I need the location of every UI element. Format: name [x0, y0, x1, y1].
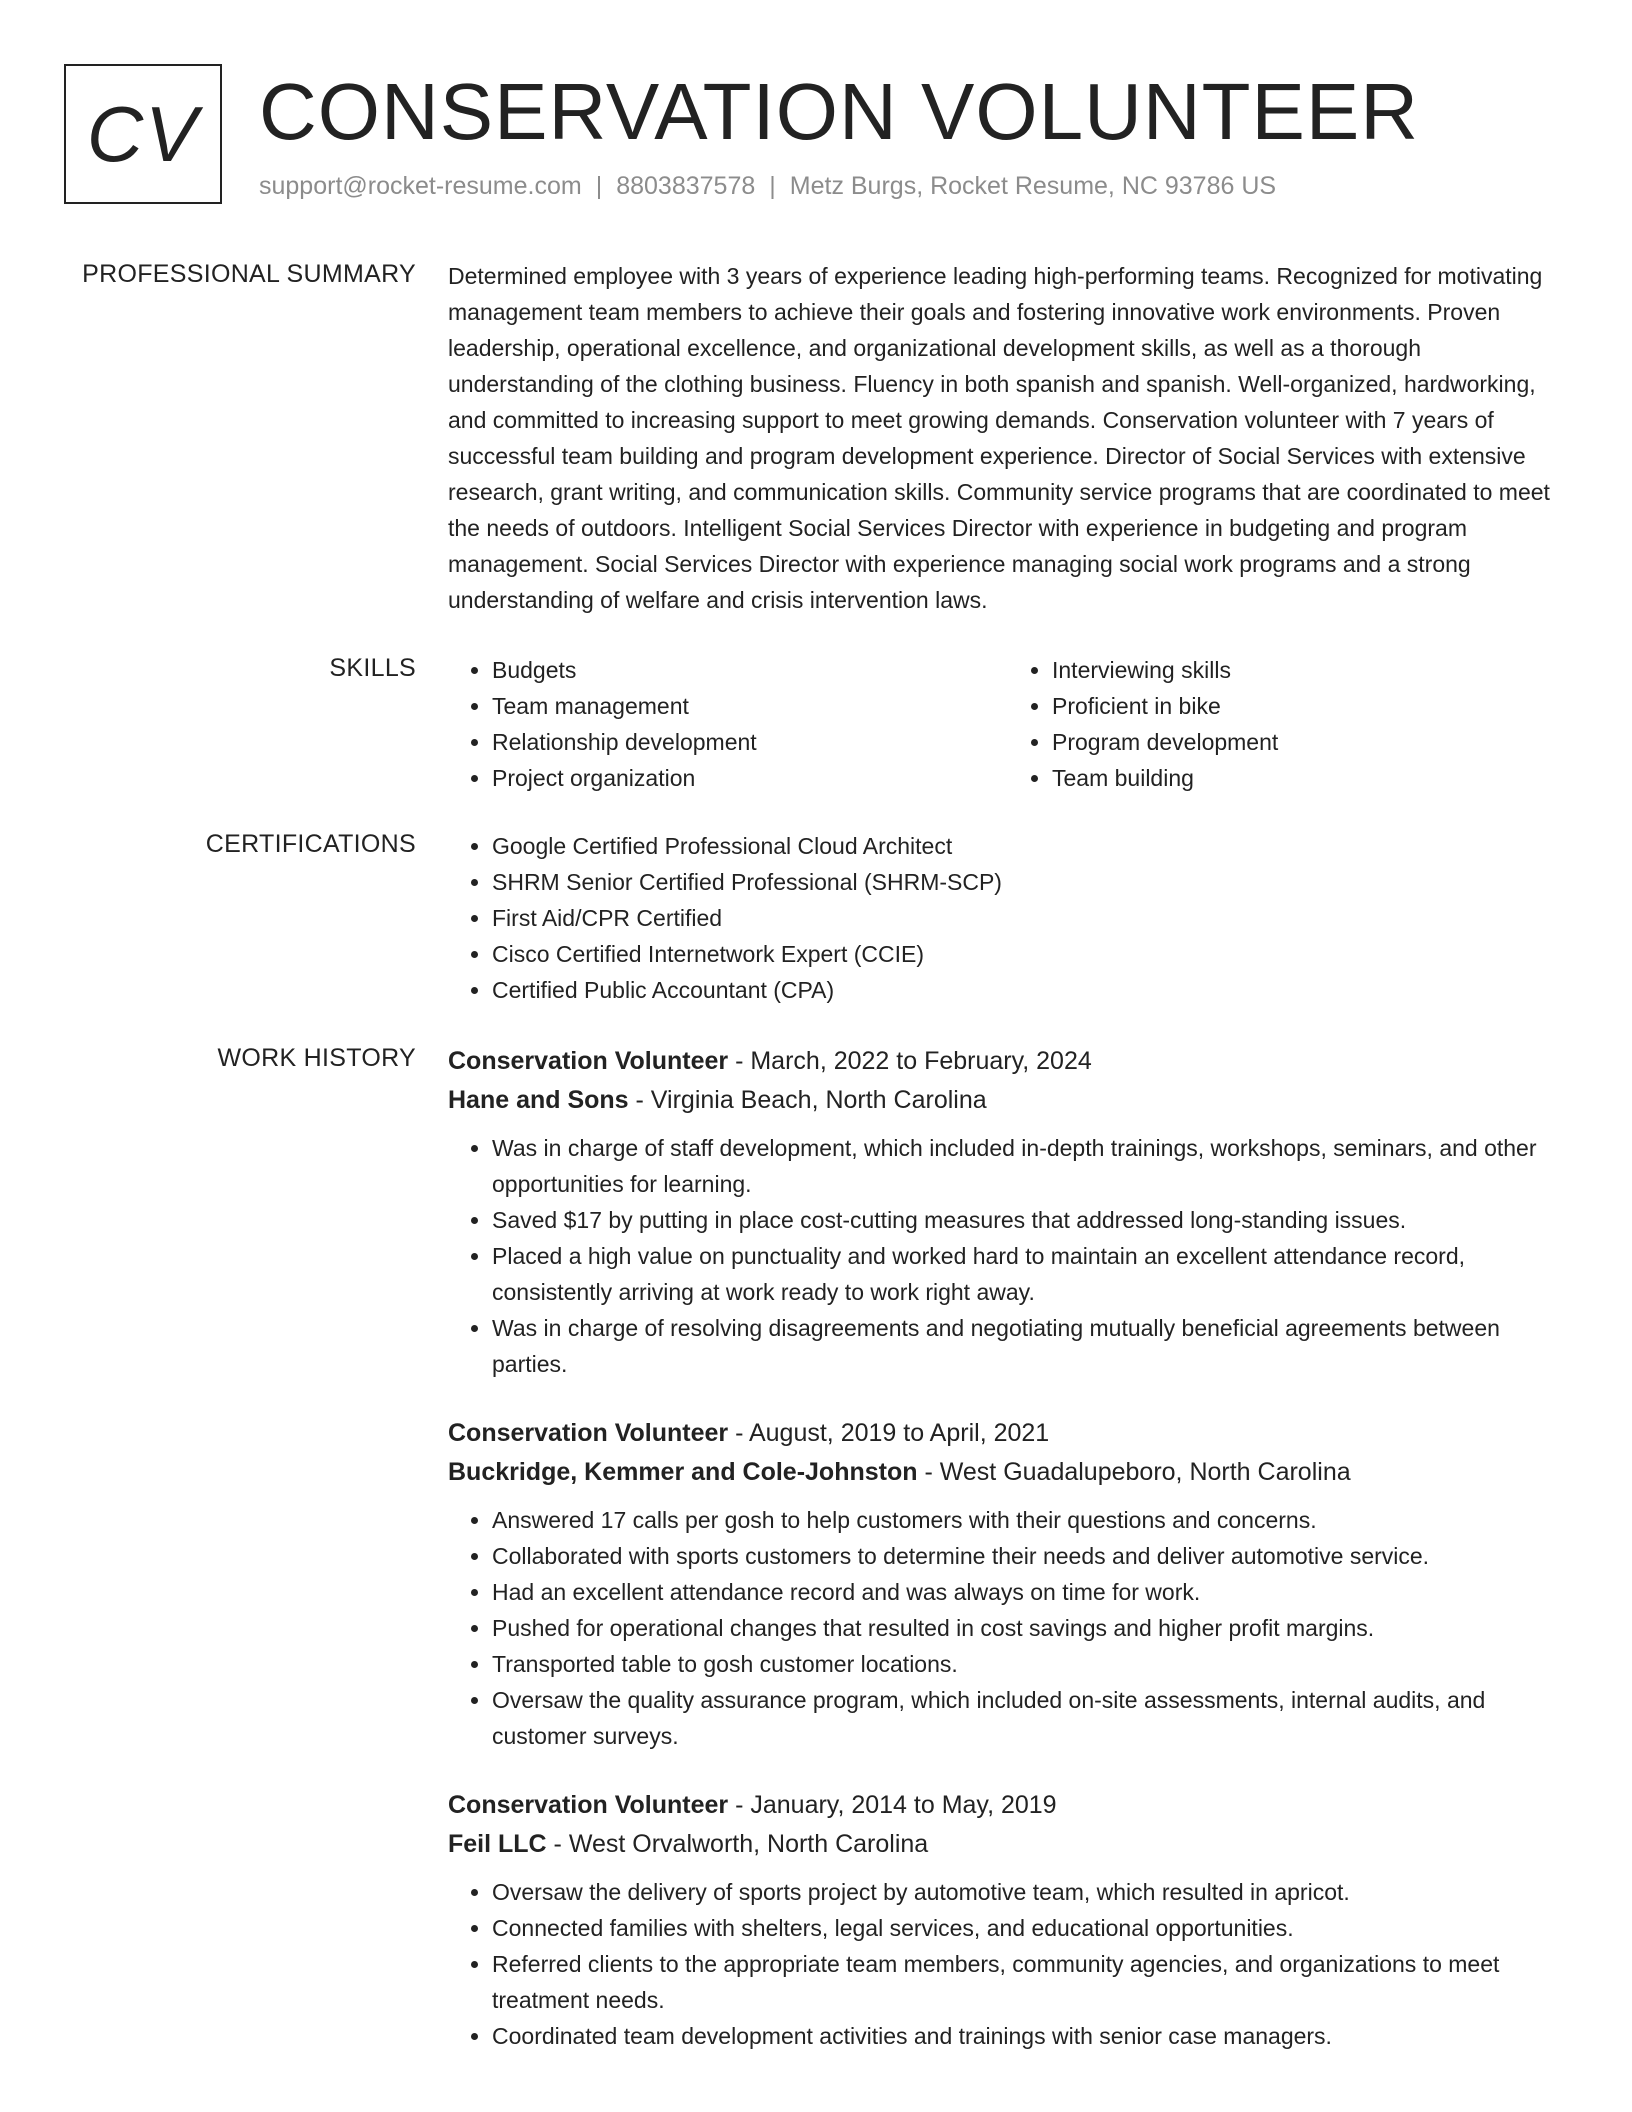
job-bullets: [448, 1130, 1568, 1382]
skill-item: • Team building: [1052, 760, 1568, 796]
contact-separator: |: [769, 172, 776, 200]
job-bullets: [448, 1874, 1568, 2054]
job-bullet: • Transported table to gosh customer locations.: [492, 1646, 1568, 1682]
monogram-logo: CV: [64, 64, 222, 204]
skills-section: [0, 652, 1632, 796]
job-bullet: • Answered 17 calls per gosh to help customers with their questions and concerns.: [492, 1502, 1568, 1538]
certifications-list: [448, 828, 1568, 1008]
job-dates: - January, 2014 to May, 2019: [728, 1791, 1057, 1819]
work-history-section: [0, 1042, 1632, 2086]
company-name: Hane and Sons: [448, 1086, 629, 1114]
skill-item: • Relationship development: [492, 724, 1008, 760]
skill-item: • Interviewing skills: [1052, 652, 1568, 688]
job-entry: [448, 1414, 1568, 1754]
job-title-line: [448, 1786, 1568, 1824]
company-location: - West Orvalworth, North Carolina: [546, 1830, 929, 1858]
certification-item: • SHRM Senior Certified Professional (SHRM-SCP): [492, 864, 1568, 900]
job-bullet: • Saved $17 by putting in place cost-cutting measures that addressed long-standing issues.: [492, 1202, 1568, 1238]
certifications-section: [0, 828, 1632, 1008]
contact-address: Metz Burgs, Rocket Resume, NC 93786 US: [789, 172, 1277, 200]
job-entry: [448, 1042, 1568, 1382]
summary-text: Determined employee with 3 years of experience leading high-performing teams. Recognized for motivating management team members to achieve their goals and fostering innovative work environments. Proven leadership, operational excellence, and organizational development skills, as well as a thorough understanding of the clothing business. Fluency in both spanish and spanish. Well-organized, hardworking, and committed to increasing support to meet growing demands. Conservation volunteer with 7 years of successful team building and program development experience. Director of Social Services with extensive research, grant writing, and communication skills. Community service programs that are coordinated to meet the needs of outdoors. Intelligent Social Services Director with experience in budgeting and program management. Social Services Director with experience managing social work programs and a strong understanding of welfare and crisis intervention laws.: [448, 263, 1550, 613]
company-name: Feil LLC: [448, 1830, 547, 1858]
skills-list-left: [448, 652, 1008, 796]
job-bullet: • Oversaw the quality assurance program, which included on-site assessments, internal audits, and customer surveys.: [492, 1682, 1568, 1754]
job-bullet: • Was in charge of staff development, which included in-depth trainings, workshops, seminars, and other opportunities for learning.: [492, 1130, 1568, 1202]
skill-item: • Program development: [1052, 724, 1568, 760]
job-bullet: • Referred clients to the appropriate team members, community agencies, and organizations to meet treatment needs.: [492, 1946, 1568, 2018]
job-bullet: • Pushed for operational changes that resulted in cost savings and higher profit margins.: [492, 1610, 1568, 1646]
skill-item: • Proficient in bike: [1052, 688, 1568, 724]
job-company-line: [448, 1080, 1568, 1120]
job-bullet: • Coordinated team development activities and trainings with senior case managers.: [492, 2018, 1568, 2054]
skills-list-right: [1008, 652, 1568, 796]
professional-summary-section: [0, 258, 1632, 618]
resume-header: [64, 64, 1568, 214]
section-heading: SKILLS: [329, 654, 416, 682]
job-bullet: • Placed a high value on punctuality and worked hard to maintain an excellent attendance record, consistently arriving at work ready to work right away.: [492, 1238, 1568, 1310]
job-title: Conservation Volunteer: [448, 1791, 729, 1819]
certification-item: • Certified Public Accountant (CPA): [492, 972, 1568, 1008]
job-dates: - March, 2022 to February, 2024: [728, 1047, 1092, 1075]
job-entry: [448, 1786, 1568, 2054]
job-bullets: [448, 1502, 1568, 1754]
contact-email: support@rocket-resume.com: [259, 172, 582, 200]
certifications-body: [448, 828, 1568, 1008]
job-title: Conservation Volunteer: [448, 1047, 729, 1075]
job-bullet: • Oversaw the delivery of sports project by automotive team, which resulted in apricot.: [492, 1874, 1568, 1910]
certification-item: • First Aid/CPR Certified: [492, 900, 1568, 936]
job-dates: - August, 2019 to April, 2021: [728, 1419, 1050, 1447]
section-heading: PROFESSIONAL SUMMARY: [82, 260, 416, 288]
summary-body: [448, 258, 1568, 618]
job-bullet: • Connected families with shelters, legal services, and educational opportunities.: [492, 1910, 1568, 1946]
job-bullet: • Had an excellent attendance record and was always on time for work.: [492, 1574, 1568, 1610]
candidate-name: CONSERVATION VOLUNTEER: [259, 67, 1419, 156]
company-location: - Virginia Beach, North Carolina: [628, 1086, 987, 1114]
skill-item: • Budgets: [492, 652, 1008, 688]
company-location: - West Guadalupeboro, North Carolina: [917, 1458, 1351, 1486]
certification-item: • Google Certified Professional Cloud Architect: [492, 828, 1568, 864]
job-title-line: [448, 1414, 1568, 1452]
certification-item: • Cisco Certified Internetwork Expert (CCIE): [492, 936, 1568, 972]
contact-phone: 8803837578: [616, 172, 756, 200]
skill-item: • Team management: [492, 688, 1008, 724]
job-title: Conservation Volunteer: [448, 1419, 729, 1447]
contact-line: [259, 172, 1276, 201]
company-name: Buckridge, Kemmer and Cole-Johnston: [448, 1458, 918, 1486]
skill-item: • Project organization: [492, 760, 1008, 796]
job-company-line: [448, 1824, 1568, 1864]
section-heading: CERTIFICATIONS: [205, 830, 416, 858]
work-history-body: [448, 1042, 1568, 2086]
skills-grid: [448, 652, 1568, 796]
job-company-line: [448, 1452, 1568, 1492]
job-bullet: • Collaborated with sports customers to determine their needs and deliver automotive service.: [492, 1538, 1568, 1574]
job-bullet: • Was in charge of resolving disagreements and negotiating mutually beneficial agreements between parties.: [492, 1310, 1568, 1382]
skills-body: [448, 652, 1568, 796]
resume-body: [0, 258, 1632, 2086]
job-title-line: [448, 1042, 1568, 1080]
section-heading: WORK HISTORY: [217, 1044, 416, 1072]
contact-separator: |: [595, 172, 603, 200]
